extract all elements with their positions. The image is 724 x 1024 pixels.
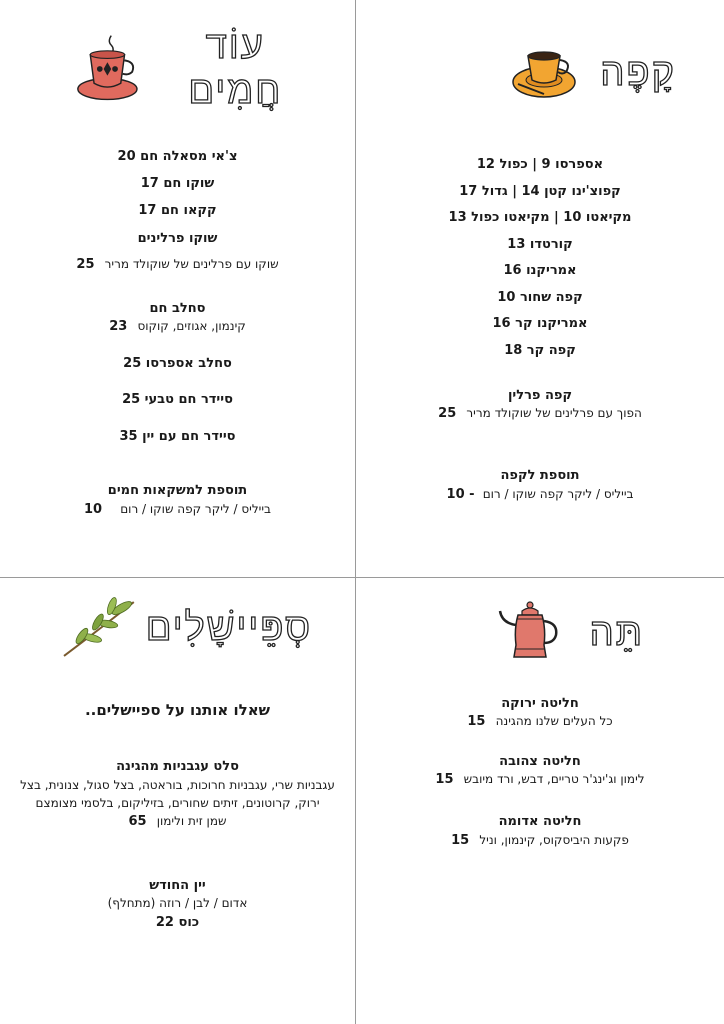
hot-addon-text: בייליס / ליקר קפה שוקו / רום <box>120 502 271 516</box>
specials-section <box>0 578 355 1024</box>
hot-milk-title: סחלב חם <box>149 301 206 316</box>
wine-glass-price: כוס 22 <box>155 915 200 930</box>
tea-green-text: כל העלים שלנו מהגינה <box>495 714 613 728</box>
hot-item: קקאו חם 17 <box>138 203 217 218</box>
tea-yellow-title: חליטה צהובה <box>499 754 581 769</box>
salad-desc-line3 <box>0 813 355 830</box>
hot-item: סחלב אספרסו 25 <box>123 356 232 371</box>
specials-ask: שאלו אותנו על ספיישלים.. <box>84 701 271 719</box>
hot-header <box>75 23 315 112</box>
tea-yellow-price: 15 <box>435 772 454 787</box>
specials-header <box>62 592 312 662</box>
specials-title: סְפֵּיישָׁלִים <box>145 604 312 649</box>
hot-title: עוֹד חֲמִים <box>188 23 283 112</box>
tea-red-price: 15 <box>451 833 470 848</box>
coffee-item: קפה קר 18 <box>504 343 576 358</box>
coffee-header <box>416 37 676 107</box>
coffee-addon-text: בייליס / ליקר קפה שוקו / רום <box>482 487 634 501</box>
coffee-item: אמריקנו 16 <box>503 263 577 278</box>
hot-item: שוקו חם 17 <box>140 176 215 191</box>
coffee-item: קפוצ'ינו קטן 14 | גדול 17 <box>459 184 621 199</box>
hot-milk-desc <box>0 318 355 335</box>
tea-red-desc <box>356 832 724 849</box>
coffee-item: אספרסו 9 | כפול 12 <box>476 157 604 172</box>
salad-price: 65 <box>128 814 147 829</box>
tea-red-text: פקעות היביסקוס, קינמון, וניל <box>479 833 629 847</box>
hot-addon-title: תוספת למשקאות חמים <box>107 483 248 498</box>
hot-milk-price: 23 <box>109 319 128 334</box>
hot-item: צ'אי מסאלה חם 20 <box>117 149 238 164</box>
hot-addon-price: 10 <box>83 502 103 517</box>
coffee-addon-desc <box>356 486 724 503</box>
tea-section <box>356 578 724 1024</box>
hot-item: סיידר חם טבעי 25 <box>122 392 233 407</box>
hot-item: סיידר חם עם יין 35 <box>119 429 236 444</box>
teacup-icon <box>75 32 144 104</box>
tea-yellow-text: לימון וג'ינג'ר טריים, דבש, ורד מיובש <box>463 772 645 786</box>
salad-desc-line1: עגבניות שרי, עגבניות חרוכות, בוראטה, בצל סגול, צנונית, בצל <box>20 778 335 792</box>
tea-header <box>444 597 644 667</box>
teapot-icon <box>496 599 562 665</box>
tea-green-price: 15 <box>467 714 486 729</box>
hot-praline-text: שוקו עם פרלינים של שוקולד מריר <box>104 257 279 271</box>
praline-coffee-price: 25 <box>438 406 457 421</box>
coffee-addon-title: תוספת לקפה <box>500 468 580 483</box>
tea-red-title: חליטה אדומה <box>498 814 582 829</box>
coffee-item: קפה שחור 10 <box>497 290 583 305</box>
tea-green-desc <box>356 713 724 730</box>
tea-yellow-desc <box>356 771 724 788</box>
tea-title: תֵּה <box>589 609 644 654</box>
hot-milk-text: קינמון, אגוזים, קוקוס <box>137 319 246 333</box>
coffee-cup-icon <box>510 40 582 104</box>
salad-title: סלט עגבניות מהגינה <box>116 759 239 774</box>
hot-drinks-section <box>0 0 355 577</box>
hot-praline-price: 25 <box>76 257 95 272</box>
praline-coffee-text: הפוך עם פרלינים של שוקולד מריר <box>466 406 642 420</box>
hot-addon-desc <box>0 501 355 518</box>
hot-praline-desc <box>0 256 355 273</box>
salad-desc-text: שמן זית ולימון <box>156 814 227 828</box>
coffee-item: אמריקנו קר 16 <box>492 316 588 331</box>
hot-praline-title: שוקו פרלינים <box>137 231 218 246</box>
praline-coffee-desc <box>356 405 724 422</box>
salad-desc-line2: ירוק, קרוטונים, זיתים שחורים, בזיליקום, בלסמי מצומצם <box>35 796 320 810</box>
coffee-item: קורטדו 13 <box>507 237 573 252</box>
wine-title: יין החודש <box>149 878 206 893</box>
coffee-section <box>356 0 724 577</box>
olive-branch-icon <box>62 596 138 658</box>
coffee-addon-price: - 10 <box>446 487 475 502</box>
coffee-title: קָפֶה <box>600 49 676 94</box>
praline-coffee-title: קפה פרלין <box>507 388 573 403</box>
coffee-item: מקיאטו 10 | מקיאטו כפול 13 <box>448 210 632 225</box>
tea-green-title: חליטה ירוקה <box>501 696 579 711</box>
wine-types: אדום / לבן / רוזה (מתחלף) <box>107 896 248 910</box>
